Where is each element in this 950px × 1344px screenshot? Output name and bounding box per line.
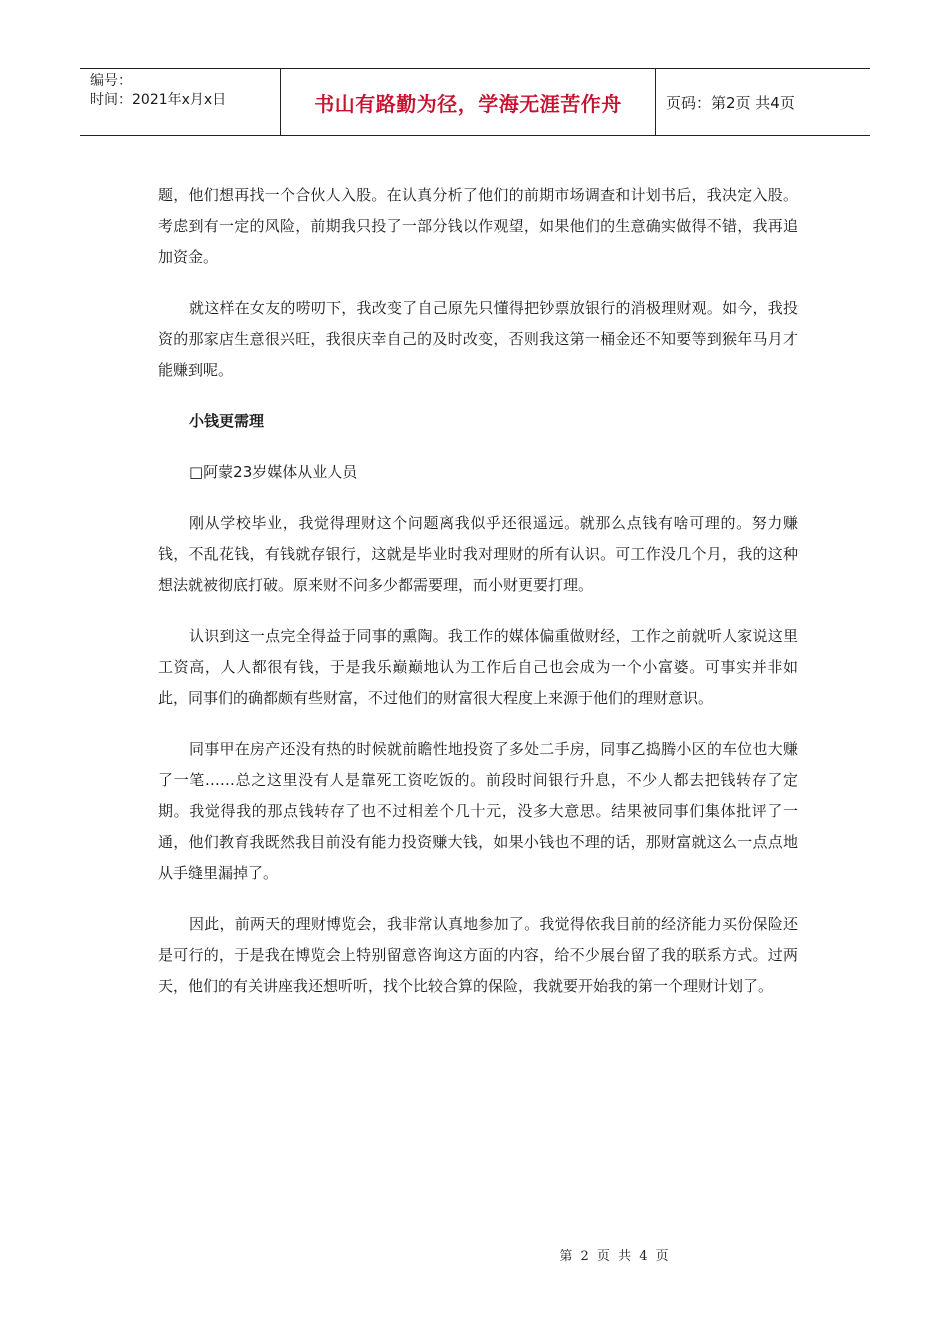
document-number-label: 编号：: [90, 73, 132, 89]
page-header: [80, 68, 870, 136]
header-meta: [80, 69, 281, 135]
page-footer: 第 2 页 共 4 页: [559, 1249, 671, 1264]
author-byline: □阿蒙23岁媒体从业人员: [189, 463, 358, 481]
paragraph: 认识到这一点完全得益于同事的熏陶。我工作的媒体偏重做财经，工作之前就听人家说这里工资高，人人都很有钱，于是我乐巅巅地认为工作后自己也会成为一个小富婆。可事实并非如此，同事们的确都颇有些财富，不过他们的财富很大程度上来源于他们的理财意识。: [158, 627, 798, 707]
header-motto: 书山有路勤为径，学海无涯苦作舟: [281, 69, 656, 135]
paragraph: 同事甲在房产还没有热的时候就前瞻性地投资了多处二手房，同事乙捣腾小区的车位也大赚了一笔……总之这里没有人是靠死工资吃饭的。前段时间银行升息，不少人都去把钱转存了定期。我觉得我的那点钱转存了也不过相差个几十元，没多大意思。结果被同事们集体批评了一通，他们教育我既然我目前没有能力投资赚大钱，如果小钱也不理的话，那财富就这么一点点地从手缝里漏掉了。: [158, 740, 798, 882]
paragraph-continued: 题，他们想再找一个合伙人入股。在认真分析了他们的前期市场调查和计划书后，我决定入股。考虑到有一定的风险，前期我只投了一部分钱以作观望，如果他们的生意确实做得不错，我再追加资金。: [158, 186, 798, 266]
paragraph: 因此，前两天的理财博览会，我非常认真地参加了。我觉得依我目前的经济能力买份保险还是可行的，于是我在博览会上特别留意咨询这方面的内容，给不少展台留了我的联系方式。过两天，他们的有关讲座我还想听听，找个比较合算的保险，我就要开始我的第一个理财计划了。: [158, 915, 798, 995]
article-body: [158, 180, 798, 1022]
section-heading: 小钱更需理: [189, 412, 265, 430]
header-page-info: 页码：第2页 共4页: [666, 93, 795, 112]
paragraph: 刚从学校毕业，我觉得理财这个问题离我似乎还很遥远。就那么点钱有啥可理的。努力赚钱，不乱花钱，有钱就存银行，这就是毕业时我对理财的所有认识。可工作没几个月，我的这种想法就被彻底打破。原来财不问多少都需要理，而小财更要打理。: [158, 514, 798, 594]
document-date: 时间：2021年x月x日: [90, 92, 227, 108]
paragraph: 就这样在女友的唠叨下，我改变了自己原先只懂得把钞票放银行的消极理财观。如今，我投资的那家店生意很兴旺，我很庆幸自己的及时改变，否则我这第一桶金还不知要等到猴年马月才能赚到呢。: [158, 299, 798, 379]
